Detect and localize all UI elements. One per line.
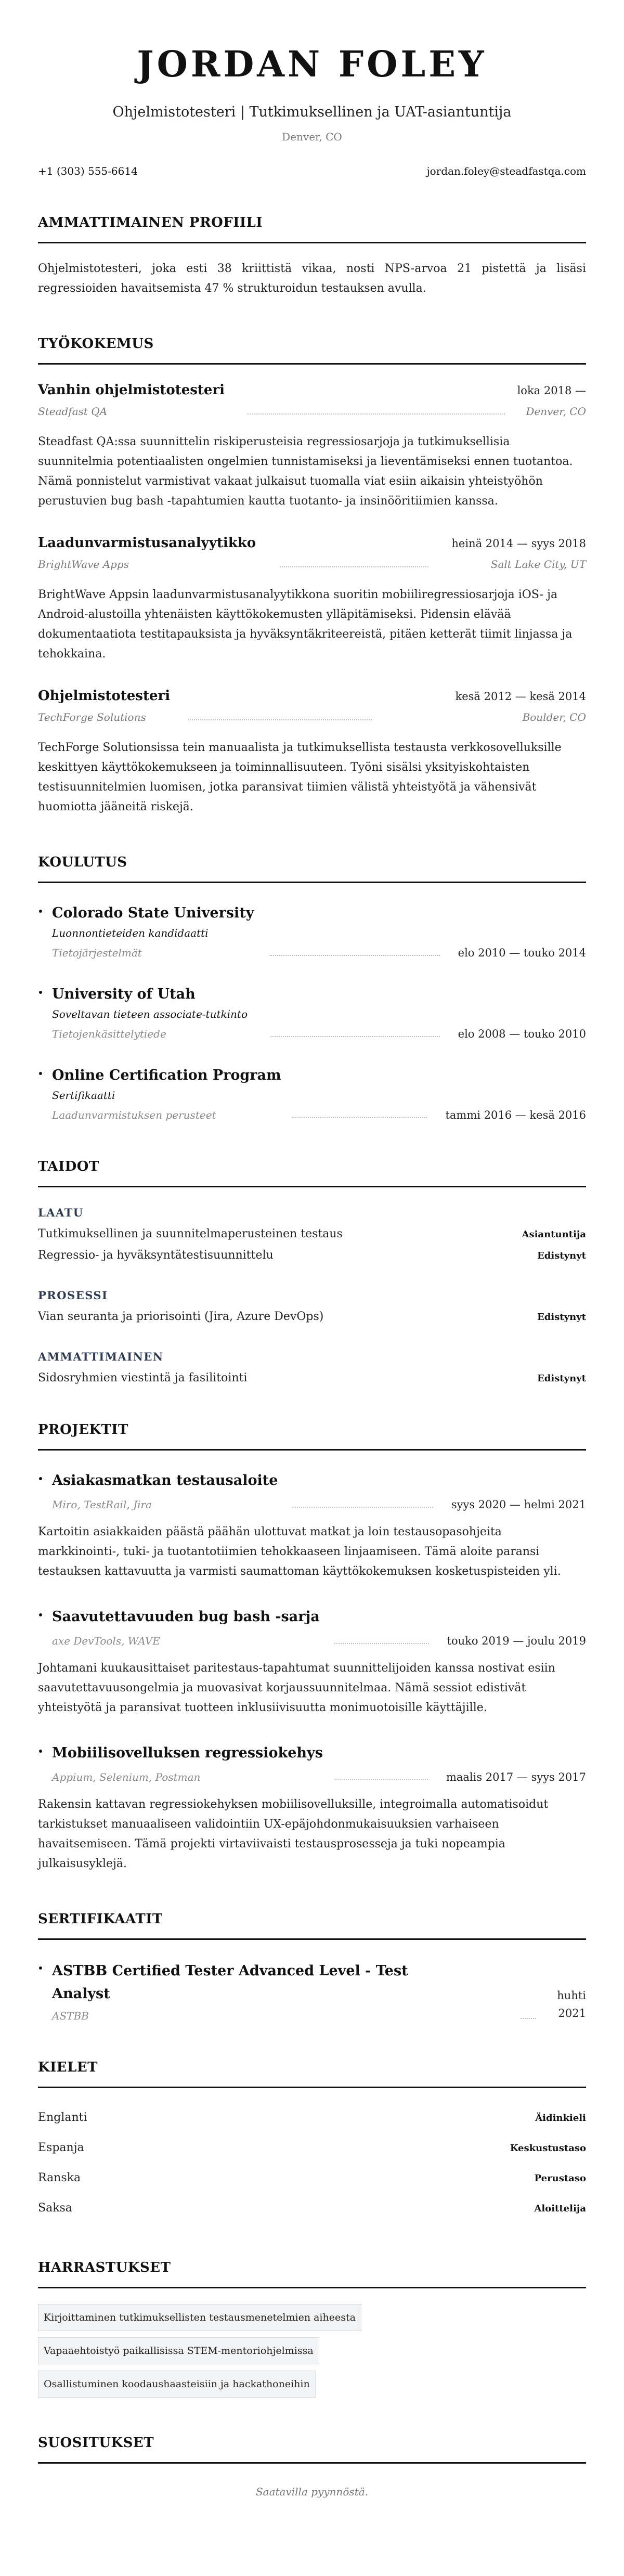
section-title: AMMATTIMAINEN PROFIILI xyxy=(38,215,586,243)
language-row xyxy=(38,2192,586,2222)
bullet-icon xyxy=(39,1477,42,1480)
section-title: SERTIFIKAATIT xyxy=(38,1911,586,1940)
section-title: TYÖKOKEMUS xyxy=(38,336,586,365)
language-name: Espanja xyxy=(38,2141,84,2154)
contact-row xyxy=(38,165,586,177)
skill-name: Tutkimuksellinen ja suunnitelmaperusteinen testaus xyxy=(38,1227,343,1240)
skill-category xyxy=(38,1350,586,1384)
project-dates: syys 2020 — helmi 2021 xyxy=(451,1498,586,1511)
bullet-icon xyxy=(39,991,42,994)
project-name: Saavutettavuuden bug bash -sarja xyxy=(52,1609,320,1625)
job-description: TechForge Solutionsissa tein manuaalista ja tutkimuksellista testausta verkkosovelluksille keskittyen käyttökokemukseen ja toiminnallisuuteen. Työni sisälsi yksityiskohtaisten testisuunnitelmien luomisen, jotka paransivat tiimien välistä yhteistyötä ja vähensivät huomiotta jääneitä riskejä. xyxy=(38,741,562,813)
candidate-title: Ohjelmistotesteri | Tutkimuksellinen ja UAT-asiantuntija xyxy=(112,104,512,120)
job-description: Steadfast QA:ssa suunnittelin riskiperusteisia regressiosarjoja ja tutkimuksellisia suunnitelmia potentiaalisten ongelmien tunnistamiseksi ja lieventämiseksi ennen tuotantoa. Nämä ponnistelut varmistivat vakaat julkaisut tuomalla viat esiin aikaisin yhteistyöhön perustuvien bug bash -tapahtumien kautta tuotanto- ja insinööritiimien kanssa. xyxy=(38,435,573,508)
bullet-icon xyxy=(39,1072,42,1075)
language-list xyxy=(38,2102,586,2222)
recommendations-section xyxy=(38,2435,586,2498)
project-dates: touko 2019 — joulu 2019 xyxy=(447,1635,586,1647)
language-level: Keskustustaso xyxy=(510,2143,586,2154)
field-of-study: Tietojärjestelmät xyxy=(52,947,142,959)
bullet-icon xyxy=(39,910,42,913)
interest-tag: Osallistuminen koodaushaasteisiin ja hackathoneihin xyxy=(38,2371,316,2398)
project-description: Rakensin kattavan regressiokehyksen mobiilisovelluksille, integroimalla automatisoidut tarkistukset manuaaliseen validointiin UX-epäjohdonmukaisuuksien varhaiseen havaitsemiseen. Tämä projekti virtaviivaisti testausprosesseja ja tuki nopeampia julkaisusyklejä. xyxy=(38,1798,549,1870)
skill-level: Edistynyt xyxy=(537,1312,586,1323)
project-tools: Appium, Selenium, Postman xyxy=(52,1771,201,1783)
bullet-icon xyxy=(39,1966,42,1970)
section-title: PROJEKTIT xyxy=(38,1422,586,1451)
project-entry xyxy=(38,1743,586,1874)
project-dates: maalis 2017 — syys 2017 xyxy=(446,1771,586,1783)
dotted-leader xyxy=(335,1779,428,1780)
interest-tag: Vapaaehtoistyö paikallisissa STEM-mentoriohjelmissa xyxy=(38,2337,319,2364)
section-title: SUOSITUKSET xyxy=(38,2435,586,2464)
experience-section xyxy=(38,336,586,817)
degree: Soveltavan tieteen associate-tutkinto xyxy=(52,1008,248,1020)
job-company: Steadfast QA xyxy=(38,405,108,418)
certifications-section xyxy=(38,1911,586,2022)
recommendations-text: Saatavilla pyynnöstä. xyxy=(255,2486,369,2498)
language-name: Englanti xyxy=(38,2111,87,2124)
project-description: Johtamani kuukausittaiset paritestaus-tapahtumat suunnittelijoiden kanssa nostivat esiin saavutettavuusongelmia ja muovasivat korjaussuunnitelmaa. Nämä sessiot edistivät yhteistyötä ja paransivat tuotteen inklusiivisuutta monimuotoisille käyttäjille. xyxy=(38,1662,555,1714)
certification-entry xyxy=(38,1960,586,2022)
language-level: Aloittelija xyxy=(534,2203,586,2214)
dotted-leader xyxy=(280,566,428,567)
section-title: KIELET xyxy=(38,2060,586,2088)
dotted-leader xyxy=(292,1507,433,1508)
skill-name: Vian seuranta ja priorisointi (Jira, Azure DevOps) xyxy=(38,1310,324,1323)
job-dates: heinä 2014 — syys 2018 xyxy=(451,537,586,550)
school-name: Online Certification Program xyxy=(52,1067,281,1083)
skill-row xyxy=(38,1310,586,1323)
interest-tags xyxy=(38,2304,586,2398)
skill-row xyxy=(38,1371,586,1384)
job-company: TechForge Solutions xyxy=(38,711,146,723)
dotted-leader xyxy=(334,1643,429,1644)
skill-row xyxy=(38,1227,586,1240)
job-location: Boulder, CO xyxy=(522,711,586,723)
language-name: Ranska xyxy=(38,2171,81,2184)
job-location: Salt Lake City, UT xyxy=(490,558,586,571)
skill-name: Regressio- ja hyväksyntätestisuunnittelu xyxy=(38,1249,274,1262)
education-entry xyxy=(38,984,586,1040)
job-title: Ohjelmistotesteri xyxy=(38,688,171,704)
certification-month: huhti xyxy=(557,1989,586,2002)
skill-row xyxy=(38,1249,586,1262)
field-of-study: Tietojenkäsittelytiede xyxy=(52,1028,166,1040)
language-name: Saksa xyxy=(38,2202,72,2215)
resume-header xyxy=(38,44,586,177)
job-location: Denver, CO xyxy=(526,405,586,418)
projects-section xyxy=(38,1422,586,1874)
degree: Luonnontieteiden kandidaatti xyxy=(52,927,209,939)
candidate-location: Denver, CO xyxy=(282,131,342,143)
skill-level: Edistynyt xyxy=(537,1373,586,1384)
education-dates: elo 2010 — touko 2014 xyxy=(458,947,586,959)
project-entry xyxy=(38,1607,586,1718)
project-name: Asiakasmatkan testausaloite xyxy=(52,1472,278,1488)
skill-category xyxy=(38,1206,586,1262)
phone-number[interactable]: +1 (303) 555-6614 xyxy=(38,165,138,177)
dotted-leader xyxy=(270,1036,440,1037)
degree: Sertifikaatti xyxy=(52,1089,115,1102)
job-entry xyxy=(38,535,586,664)
job-dates: loka 2018 — xyxy=(517,384,586,397)
language-level: Perustaso xyxy=(534,2173,586,2184)
skill-level: Asiantuntija xyxy=(522,1229,586,1240)
education-dates: tammi 2016 — kesä 2016 xyxy=(445,1109,586,1121)
dotted-leader xyxy=(292,1117,427,1118)
project-tools: Miro, TestRail, Jira xyxy=(52,1498,152,1511)
education-entry xyxy=(38,1065,586,1121)
language-row xyxy=(38,2162,586,2192)
job-entry xyxy=(38,688,586,817)
certification-name: ASTBB Certified Tester Advanced Level - Test Analyst xyxy=(52,1963,408,2002)
languages-section xyxy=(38,2060,586,2222)
project-description: Kartoitin asiakkaiden päästä päähän ulottuvat matkat ja loin testausopasohjeita markkinointi-, tuki- ja tuotantotiimien tehokkaaseen linjaamiseen. Tämä aloite paransi testauksen kattavuutta ja varmisti saumattoman käyttökokemuksen kosketuspisteiden yli. xyxy=(38,1525,561,1578)
field-of-study: Laadunvarmistuksen perusteet xyxy=(52,1109,216,1121)
bullet-icon xyxy=(39,1750,42,1753)
education-entry xyxy=(38,903,586,959)
job-title: Laadunvarmistusanalyytikko xyxy=(38,535,256,551)
language-row xyxy=(38,2132,586,2162)
interests-section xyxy=(38,2260,586,2398)
skill-level: Edistynyt xyxy=(537,1250,586,1261)
job-description: BrightWave Appsin laadunvarmistusanalyytikkona suoritin mobiiliregressiosarjoja iOS- ja Android-alustoilla yhtenäisten käyttökokemusten ylläpitämiseksi. Pidensin elävää dokumentaatiota testitapauksista ja hyväksyntäkriteereistä, pitäen ketterät tiimit linjassa ja tehokkaina. xyxy=(38,588,573,661)
job-entry xyxy=(38,382,586,511)
profile-section xyxy=(38,215,586,299)
project-entry xyxy=(38,1470,586,1582)
dotted-leader xyxy=(269,955,440,956)
section-title: TAIDOT xyxy=(38,1159,586,1187)
school-name: University of Utah xyxy=(52,986,196,1002)
skill-category-title: LAATU xyxy=(38,1206,84,1219)
bullet-icon xyxy=(39,1613,42,1616)
skill-category-title: PROSESSI xyxy=(38,1289,108,1302)
interest-tag: Kirjoittaminen tutkimuksellisten testausmenetelmien aiheesta xyxy=(38,2304,361,2331)
profile-text: Ohjelmistotesteri, joka esti 38 kriittistä vikaa, nosti NPS-arvoa 21 pistettä ja lisäsi regressioiden havaitsemista 47 % strukturoidun testauksen avulla. xyxy=(38,262,586,295)
section-title: KOULUTUS xyxy=(38,855,586,883)
section-title: HARRASTUKSET xyxy=(38,2260,586,2288)
candidate-name: JORDAN FOLEY xyxy=(137,44,487,85)
certification-date xyxy=(557,1987,586,2022)
certification-issuer: ASTBB xyxy=(52,2010,89,2022)
job-title: Vanhin ohjelmistotesteri xyxy=(38,382,225,398)
education-dates: elo 2008 — touko 2010 xyxy=(458,1028,586,1040)
email-address[interactable]: jordan.foley@steadfastqa.com xyxy=(426,165,586,177)
skill-category xyxy=(38,1289,586,1323)
certification-year: 2021 xyxy=(558,2007,586,2020)
job-dates: kesä 2012 — kesä 2014 xyxy=(455,690,586,703)
school-name: Colorado State University xyxy=(52,905,254,921)
project-tools: axe DevTools, WAVE xyxy=(52,1635,160,1647)
job-company: BrightWave Apps xyxy=(38,558,129,571)
dotted-leader xyxy=(521,2018,536,2019)
dotted-leader xyxy=(188,719,372,720)
project-name: Mobiilisovelluksen regressiokehys xyxy=(52,1745,323,1761)
language-level: Äidinkieli xyxy=(535,2113,586,2124)
education-section xyxy=(38,855,586,1121)
skill-category-title: AMMATTIMAINEN xyxy=(38,1350,164,1363)
dotted-leader xyxy=(248,413,505,415)
language-row xyxy=(38,2102,586,2132)
skill-name: Sidosryhmien viestintä ja fasilitointi xyxy=(38,1371,248,1384)
skills-section xyxy=(38,1159,586,1384)
